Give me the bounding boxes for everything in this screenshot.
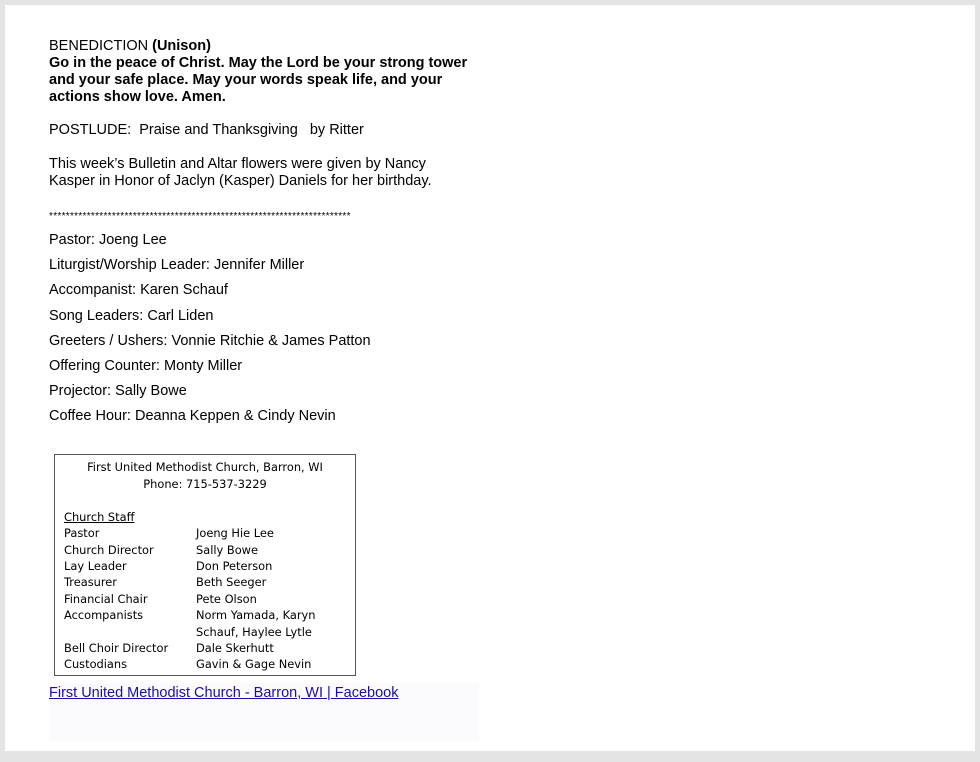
benediction-qualifier: (Unison) <box>152 38 211 54</box>
staff-role: Church Director <box>64 543 154 557</box>
role-item: Accompanist: Karen Schauf <box>49 282 228 298</box>
role-item: Coffee Hour: Deanna Keppen & Cindy Nevin <box>49 408 336 424</box>
staff-role: Lay Leader <box>64 559 127 573</box>
facebook-link[interactable]: First United Methodist Church - Barron, WI | Facebook <box>49 685 399 701</box>
benediction-line: and your safe place. May your words speak life, and your <box>49 72 443 88</box>
role-item: Liturgist/Worship Leader: Jennifer Miller <box>49 257 305 273</box>
role-item: Greeters / Ushers: Vonnie Ritchie & James Patton <box>49 333 371 349</box>
staff-name: Joeng Hie Lee <box>196 526 274 540</box>
staff-role: Treasurer <box>64 575 117 589</box>
role-item: Offering Counter: Monty Miller <box>49 358 243 374</box>
staff-heading: Church Staff <box>64 510 135 524</box>
role-item: Pastor: Joeng Lee <box>49 232 167 248</box>
role-item: Projector: Sally Bowe <box>49 383 187 399</box>
staff-role: Bell Choir Director <box>64 641 169 655</box>
bulletin-page <box>5 5 975 751</box>
staff-name: Gavin & Gage Nevin <box>196 657 312 671</box>
benediction-heading <box>49 38 211 55</box>
staff-role: Pastor <box>64 526 100 540</box>
staff-role: Accompanists <box>64 608 144 622</box>
church-staff-box <box>54 454 356 676</box>
benediction-label: BENEDICTION <box>49 38 149 54</box>
church-name: First United Methodist Church, Barron, WI <box>87 460 323 474</box>
benediction-line: actions show love. Amen. <box>49 89 226 105</box>
flowers-note-line: Kasper in Honor of Jaclyn (Kasper) Daniels for her birthday. <box>49 173 432 189</box>
church-phone: Phone: 715-537-3229 <box>143 477 267 491</box>
staff-name: Sally Bowe <box>196 543 259 557</box>
benediction-line: Go in the peace of Christ. May the Lord be your strong tower <box>49 55 468 71</box>
staff-role: Custodians <box>64 657 128 671</box>
role-item: Song Leaders: Carl Liden <box>49 308 214 324</box>
staff-name: Norm Yamada, Karyn <box>196 608 316 622</box>
separator: ************************************************************************ <box>49 211 351 222</box>
staff-name: Pete Olson <box>196 592 257 606</box>
staff-role: Financial Chair <box>64 592 148 606</box>
staff-name: Schauf, Haylee Lytle <box>196 625 312 639</box>
staff-name: Don Peterson <box>196 559 273 573</box>
postlude: POSTLUDE: Praise and Thanksgiving by Ritter <box>49 122 364 138</box>
staff-name: Dale Skerhutt <box>196 641 274 655</box>
flowers-note-line: This week’s Bulletin and Altar flowers were given by Nancy <box>49 156 426 172</box>
staff-name: Beth Seeger <box>196 575 267 589</box>
